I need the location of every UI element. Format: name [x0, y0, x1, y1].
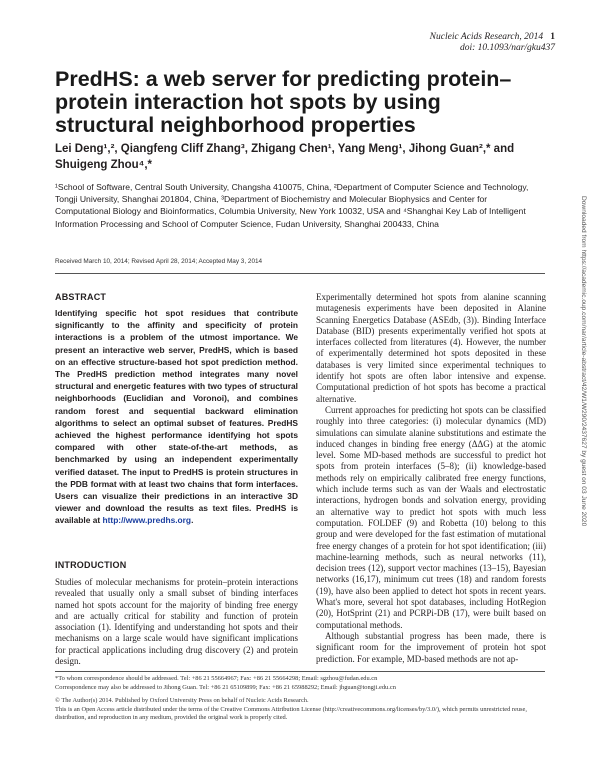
- right-column-text: [316, 292, 546, 665]
- footnote-1: *To whom correspondence should be addressed. Tel: +86 21 55664967; Fax: +86 21 55664298; Email: sgzhou@fudan.edu.cn: [55, 675, 378, 682]
- author-list: Lei Deng¹,², Qiangfeng Cliff Zhang³, Zhigang Chen¹, Yang Meng¹, Jihong Guan²,* and Shuigeng Zhou⁴,*: [55, 143, 515, 171]
- license-note: [55, 697, 545, 723]
- paragraph: Experimentally determined hot spots from alanine scanning mutagenesis experiments have been deposited in Alanine Scanning Energetics Database (ASEdb, (3)). Binding Interface Database (BID) presents experimentally verified hot spots at interfaces collected from literatures (4). However, the number of experimentally determined hot spots deposited in these databases is very limited since experimental techniques to identify hot spots are often labor intensive and expense. Computational prediction of hot spots has become a practical alternative.: [316, 292, 546, 404]
- introduction-heading: INTRODUCTION: [55, 560, 127, 570]
- paragraph: Current approaches for predicting hot spots can be classified roughly into three categories: (i) molecular dynamics (MD) simulations can simulate alanine substitutions and estimate the induced changes in binding free energy (ΔΔG) at the atomic level. Some MD-based methods are successful to predict hot spots from protein interfaces (5–8); (ii) knowledge-based methods rely on empirically calibrated free energy functions, which include terms such as van der Waals and electrostatic interactions, hydrogen bonds and solvation energy, providing an alternative way to predict hot spots with much less computation. FOLDEF (9) and Robetta (10) belong to this group and were developed for the fast estimation of mutational free energy changes of a protein for hot spot identification; (iii) machine-learning methods, such as neural networks (11), decision trees (12), support vector machines (13–15), Bayesian networks (16,17), minimum cut trees (18) and random forests (19), have also been applied to detect hot spots in recent years. What's more, several hot spot databases, including HotRegion (20), HotSprint (21) and PCRPi-DB (17), were built based on computational methods.: [316, 404, 546, 630]
- footnote-divider: [55, 671, 545, 672]
- predhs-link[interactable]: http://www.predhs.org: [102, 515, 192, 526]
- copyright: © The Author(s) 2014. Published by Oxford University Press on behalf of Nucleic Acids Research.: [55, 697, 309, 704]
- download-stamp: Downloaded from https://academic.oup.com/nar/article-abstract/42/W1/W290/2437627 by guest on 03 June 2020: [580, 196, 587, 527]
- correspondence-note: [55, 675, 545, 692]
- paragraph: Although substantial progress has been made, there is significant room for the improvement of protein hot spot prediction. For example, MD-based methods are not ap-: [316, 630, 546, 664]
- introduction-text: Studies of molecular mechanisms for protein–protein interactions revealed that usually only a small subset of binding interfaces named hot spots account for the majority of binding free energy and are actually critical for stability and function of protein association (1). Identifying and understanding hot spots and their mechanisms on a large scale would have significant implications for practical applications including drug discovery (2) and protein design.: [55, 577, 298, 667]
- doi: doi: 10.1093/nar/gku437: [460, 43, 555, 53]
- article-title: PredHS: a web server for predicting protein–protein interaction hot spots by using structural neighborhood properties: [55, 67, 512, 137]
- running-header: [430, 32, 555, 43]
- journal-name: Nucleic Acids Research, 2014: [429, 32, 544, 42]
- abstract-heading: ABSTRACT: [55, 292, 107, 302]
- license: This is an Open Access article distributed under the terms of the Creative Commons Attribution License (http://creativecommons.org/licenses/by/3.0/), which permits unrestricted reuse, distribution, and reproduction in any medium, provided the original work is properly cited.: [55, 705, 527, 722]
- abstract-text: Identifying specific hot spot residues that contribute significantly to the affinity and specificity of protein interactions is a problem of the utmost importance. We present an interactive web server, PredHS, which is based on an effective structure-based hot spot prediction method. The PredHS prediction method integrates many novel structural and energetic features with two types of structural neighborhoods (Euclidian and Voronoi), and combines random forest and sequential backward elimination algorithms to select an optimal subset of features. PredHS achieved the highest performance identifying hot spots compared with other state-of-the-art methods, as benchmarked by using an independent experimentally verified dataset. The input to PredHS is protein structures in the PDB format with at least two chains that form interfaces. Users can visualize their predictions in an interactive 3D viewer and download the results as text files. PredHS is available at http://www.predhs.org.: [55, 308, 298, 526]
- footnote-2: Correspondence may also be addressed to Jihong Guan. Tel: +86 21 65109899; Fax: +86 21 65988292; Email: jhguan@tongji.edu.cn: [55, 683, 396, 691]
- affiliations: ¹School of Software, Central South University, Changsha 410075, China, ²Department of Computer Science and Technology, Tongji University, Shanghai 201804, China, ³Department of Biochemistry and Molecular Biophysics and Center for Computational Biology and Bioinformatics, Columbia University, New York 10032, USA and ⁴Shanghai Key Lab of Intelligent Information Processing and School of Computer Science, Fudan University, Shanghai 200433, China: [55, 182, 529, 229]
- header-divider: [55, 273, 545, 274]
- received-dates: Received March 10, 2014; Revised April 28, 2014; Accepted May 3, 2014: [55, 258, 263, 265]
- page-number: 1: [550, 32, 555, 42]
